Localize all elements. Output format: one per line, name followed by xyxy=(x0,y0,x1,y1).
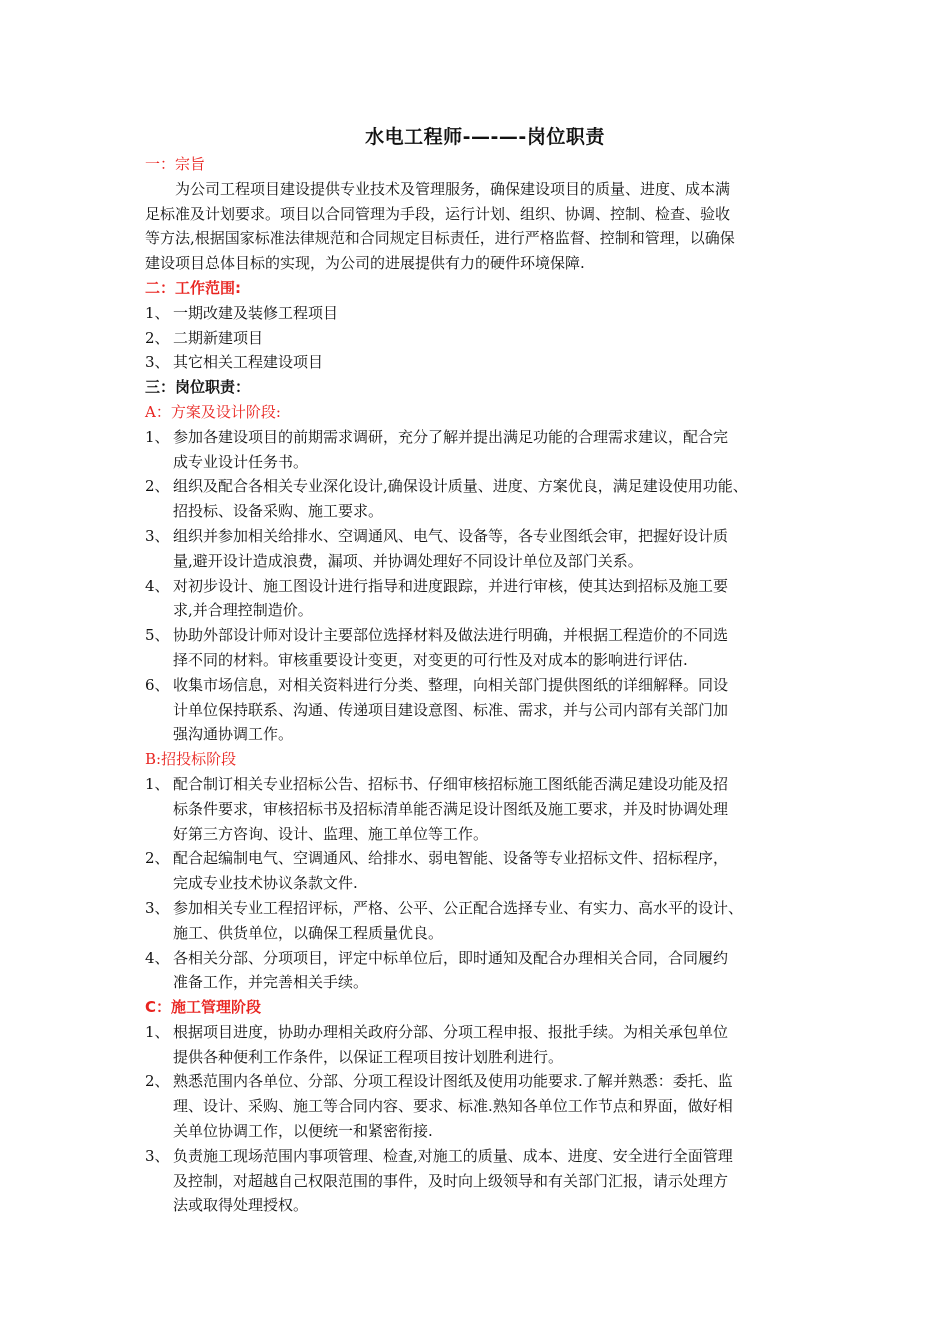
list-item-text xyxy=(173,350,825,375)
list-item-line: 施工、供货单位，以确保工程质量优良。 xyxy=(173,923,444,942)
list-item-number: 1、 xyxy=(145,427,170,446)
list-item-line: 好第三方咨询、设计、监理、施工单位等工作。 xyxy=(173,824,489,843)
section-scope-heading: 二：工作范围: xyxy=(145,278,241,297)
list-item-line: 理、设计、采购、施工等合同内容、要求、标准.熟知各单位工作节点和界面，做好相 xyxy=(173,1097,733,1116)
list-item-text xyxy=(173,946,825,996)
list-item-line: 协助外部设计师对设计主要部位选择材料及做法进行明确，并根据工程造价的不同选 xyxy=(173,626,729,645)
list-item-line: 负责施工现场范围内事项管理、检查,对施工的质量、成本、进度、安全进行全面管理 xyxy=(173,1146,733,1165)
phase-b-heading: B:招投标阶段 xyxy=(145,750,237,769)
list-item-text xyxy=(173,896,825,946)
list-item-text xyxy=(173,326,825,351)
list-item-text xyxy=(173,574,825,624)
list-item-text xyxy=(173,846,825,896)
list-item xyxy=(145,574,825,624)
paragraph-line: 建设项目总体目标的实现，为公司的进展提供有力的硬件环境保障. xyxy=(145,254,585,273)
list-item-line: 组织并参加相关给排水、空调通风、电气、设备等，各专业图纸会审，把握好设计质 xyxy=(173,526,729,545)
list-item-line: 参加相关专业工程招评标，严格、公平、公正配合选择专业、有实力、高水平的设计、 xyxy=(173,898,744,917)
purpose-paragraph xyxy=(145,177,825,276)
list-item xyxy=(145,846,825,896)
list-item-line: 量,避开设计造成浪费，漏项、并协调处理好不同设计单位及部门关系。 xyxy=(173,551,643,570)
list-item-text xyxy=(173,524,825,574)
list-item-text xyxy=(173,425,825,475)
list-item-line: 计单位保持联系、沟通、传递项目建设意图、标准、需求，并与公司内部有关部门加 xyxy=(173,700,729,719)
list-item xyxy=(145,946,825,996)
paragraph-line: 足标准及计划要求。项目以合同管理为手段，运行计划、组织、协调、控制、检查、验收 xyxy=(145,204,731,223)
list-item xyxy=(145,350,825,375)
list-item-line: 收集市场信息，对相关资料进行分类、整理，向相关部门提供图纸的详细解释。同设 xyxy=(173,675,729,694)
list-item-line: 求,并合理控制造价。 xyxy=(173,601,313,620)
document-page xyxy=(145,124,825,1218)
list-item xyxy=(145,524,825,574)
list-item-text xyxy=(173,623,825,673)
list-item xyxy=(145,1069,825,1143)
phase-c-list xyxy=(145,1020,825,1218)
phase-a-heading: A：方案及设计阶段: xyxy=(145,402,281,421)
list-item-number: 1、 xyxy=(145,303,170,322)
list-item-text xyxy=(173,772,825,846)
list-item-text xyxy=(173,301,825,326)
list-item-line: 其它相关工程建设项目 xyxy=(173,353,324,372)
list-item-line: 对初步设计、施工图设计进行指导和进度跟踪，并进行审核，使其达到招标及施工要 xyxy=(173,576,729,595)
list-item-line: 二期新建项目 xyxy=(173,328,264,347)
phase-a-list xyxy=(145,425,825,747)
list-item-line: 各相关分部、分项项目，评定中标单位后，即时通知及配合办理相关合同，合同履约 xyxy=(173,948,729,967)
list-item xyxy=(145,673,825,747)
list-item-number: 3、 xyxy=(145,1146,170,1165)
section-purpose-heading: 一：宗旨 xyxy=(145,155,206,173)
list-item xyxy=(145,474,825,524)
list-item-text xyxy=(173,673,825,747)
list-item-line: 标条件要求，审核招标书及招标清单能否满足设计图纸及施工要求，并及时协调处理 xyxy=(173,799,729,818)
list-item xyxy=(145,1144,825,1218)
list-item xyxy=(145,1020,825,1070)
phase-c-heading: C：施工管理阶段 xyxy=(145,998,262,1017)
list-item-line: 一期改建及装修工程项目 xyxy=(173,303,339,322)
list-item-number: 2、 xyxy=(145,477,170,496)
list-item xyxy=(145,623,825,673)
list-item-number: 5、 xyxy=(145,626,170,645)
document-title: 水电工程师-—-—-岗位职责 xyxy=(365,126,605,148)
list-item-number: 3、 xyxy=(145,526,170,545)
list-item-number: 1、 xyxy=(145,774,170,793)
phase-b-list xyxy=(145,772,825,995)
list-item-number: 3、 xyxy=(145,353,170,372)
list-item xyxy=(145,772,825,846)
list-item-line: 成专业设计任务书。 xyxy=(173,452,309,471)
list-item-line: 完成专业技术协议条款文件. xyxy=(173,874,358,893)
list-item-line: 招投标、设备采购、施工要求。 xyxy=(173,502,384,521)
paragraph-line: 为公司工程项目建设提供专业技术及管理服务，确保建设项目的质量、进度、成本满 xyxy=(175,179,731,198)
paragraph-line: 等方法,根据国家标准法律规范和合同规定目标责任，进行严格监督、控制和管理，以确保 xyxy=(145,229,735,248)
list-item-line: 熟悉范围内各单位、分部、分项工程设计图纸及使用功能要求.了解并熟悉：委托、监 xyxy=(173,1072,733,1091)
list-item-number: 3、 xyxy=(145,898,170,917)
list-item-number: 4、 xyxy=(145,576,170,595)
list-item-text xyxy=(173,1144,825,1218)
list-item xyxy=(145,896,825,946)
scope-list xyxy=(145,301,825,375)
list-item-line: 择不同的材料。审核重要设计变更，对变更的可行性及对成本的影响进行评估. xyxy=(173,650,688,669)
list-item xyxy=(145,425,825,475)
list-item-line: 关单位协调工作，以便统一和紧密衔接. xyxy=(173,1122,433,1141)
list-item xyxy=(145,301,825,326)
list-item-text xyxy=(173,1020,825,1070)
list-item-number: 2、 xyxy=(145,849,170,868)
list-item-number: 6、 xyxy=(145,675,170,694)
list-item-line: 参加各建设项目的前期需求调研，充分了解并提出满足功能的合理需求建议，配合完 xyxy=(173,427,729,446)
list-item-line: 法或取得处理授权。 xyxy=(173,1196,309,1215)
list-item-number: 4、 xyxy=(145,948,170,967)
list-item-number: 2、 xyxy=(145,1072,170,1091)
list-item-line: 配合起编制电气、空调通风、给排水、弱电智能、设备等专业招标文件、招标程序， xyxy=(173,849,729,868)
list-item-line: 组织及配合各相关专业深化设计,确保设计质量、进度、方案优良，满足建设使用功能、 xyxy=(173,477,748,496)
section-duties-heading: 三：岗位职责： xyxy=(145,378,251,397)
list-item-line: 配合制订相关专业招标公告、招标书、仔细审核招标施工图纸能否满足建设功能及招 xyxy=(173,774,729,793)
list-item-text xyxy=(173,474,825,524)
list-item-line: 根据项目进度，协助办理相关政府分部、分项工程申报、报批手续。为相关承包单位 xyxy=(173,1022,729,1041)
list-item-line: 提供各种便利工作条件，以保证工程项目按计划胜利进行。 xyxy=(173,1047,564,1066)
list-item-number: 2、 xyxy=(145,328,170,347)
list-item xyxy=(145,326,825,351)
list-item-number: 1、 xyxy=(145,1022,170,1041)
list-item-line: 及控制，对超越自己权限范围的事件，及时向上级领导和有关部门汇报，请示处理方 xyxy=(173,1171,729,1190)
list-item-text xyxy=(173,1069,825,1143)
list-item-line: 准备工作，并完善相关手续。 xyxy=(173,973,369,992)
list-item-line: 强沟通协调工作。 xyxy=(173,725,294,744)
